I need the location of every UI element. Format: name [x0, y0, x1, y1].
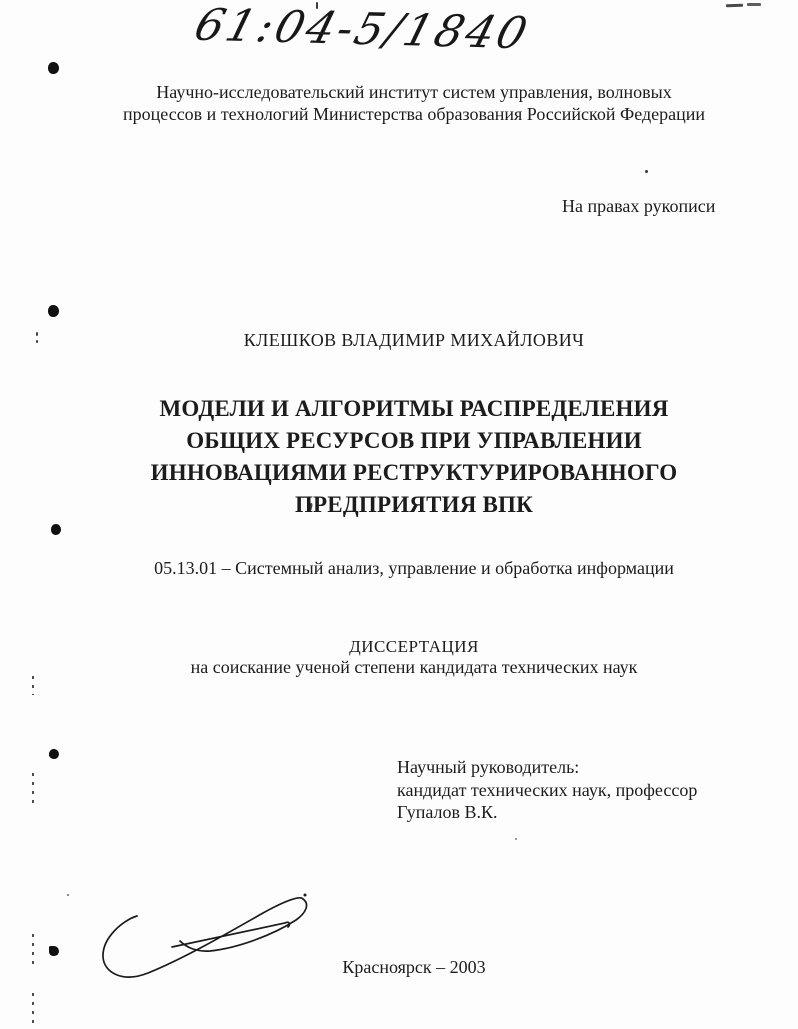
binder-hole-dot — [48, 62, 59, 74]
binder-hole-dot — [49, 946, 59, 956]
title-line-2: ОБЩИХ РЕСУРСОВ ПРИ УПРАВЛЕНИИ — [186, 428, 642, 453]
document-type-heading: ДИССЕРТАЦИЯ — [349, 637, 479, 656]
scan-speck — [67, 894, 69, 896]
binder-hole-dot — [48, 748, 60, 760]
manuscript-rights-note: На правах рукописи — [562, 196, 716, 216]
binder-hole-dot — [51, 524, 61, 535]
title-line-1: МОДЕЛИ И АЛГОРИТМЫ РАСПРЕДЕЛЕНИЯ — [159, 396, 669, 421]
scan-edge-dash — [32, 676, 34, 695]
scan-edge-dash — [32, 773, 34, 808]
supervisor-name: Гупалов В.К. — [397, 802, 498, 822]
handwritten-catalog-number: 61:04-5/1840 — [189, 0, 536, 60]
scan-speck — [645, 170, 648, 173]
scan-corner-dash — [726, 4, 743, 8]
city-year: Красноярск – 2003 — [342, 957, 486, 977]
supervisor-label: Научный руководитель: — [397, 757, 580, 777]
specialty-code-line: 05.13.01 – Системный анализ, управление и обработка информации — [154, 558, 674, 578]
institution-line-1: Научно-исследовательский институт систем управления, волновых — [156, 82, 672, 102]
dissertation-title — [30, 393, 798, 521]
degree-pursuit-line: на соискание ученой степени кандидата технических наук — [190, 657, 638, 677]
supervisor-credentials: кандидат технических наук, профессор — [397, 779, 698, 800]
title-line-3: ИННОВАЦИЯМИ РЕСТРУКТУРИРОВАННОГО — [150, 460, 678, 485]
scan-speck — [515, 838, 517, 840]
institution-line-2: процессов и технологий Министерства образования Российской Федерации — [123, 104, 705, 124]
title-line-4: ПРЕДПРИЯТИЯ ВПК — [294, 492, 534, 517]
author-name: КЛЕШКОВ ВЛАДИМИР МИХАЙЛОВИЧ — [243, 330, 585, 350]
scan-corner-dash — [747, 3, 761, 6]
supervisor-block — [397, 756, 697, 824]
scan-edge-dash — [32, 993, 34, 1029]
binder-hole-dot — [48, 305, 59, 317]
institution-name — [30, 81, 798, 125]
